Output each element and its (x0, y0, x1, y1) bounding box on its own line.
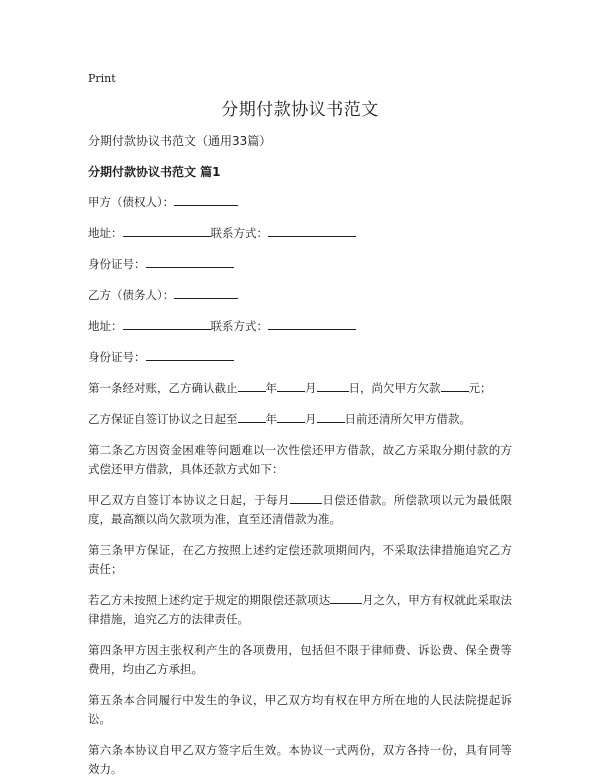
article-2: 第二条乙方因资金困难等问题难以一次性偿还甲方借款，故乙方采取分期付款的方式偿还甲方借款，具体还款方式如下： (88, 443, 512, 476)
breach-prefix: 若乙方未按照上述约定于规定的期限偿还款项达 (88, 593, 331, 607)
party-b-label: 乙方（债务人）： (88, 288, 175, 302)
id-label-b: 身份证号： (88, 350, 146, 364)
article-1-day: 日，尚欠甲方欠款 (348, 381, 441, 395)
document-title: 分期付款协议书范文 (221, 100, 379, 120)
article-1-month: 月 (305, 381, 317, 395)
address-line-b (88, 317, 512, 336)
breach-suffix: 月之久，甲方有权就此采取法律措施，追究乙方的法律责任。 (88, 593, 513, 626)
contact-blank-b (268, 317, 356, 330)
payment-suffix: 日偿还借款。所偿款项以元为最低限度，最高额以尚欠款项为准，直至还清借款为准。 (88, 493, 512, 526)
guarantee-month-blank (277, 410, 305, 423)
breach-months-blank (330, 591, 362, 604)
article-1-year-blank (238, 379, 266, 392)
article-6: 第六条本协议自甲乙双方签字后生效。本协议一式两份，双方各持一份，具有同等效力。 (88, 743, 512, 776)
section-title: 分期付款协议书范文 篇1 (88, 165, 221, 179)
id-line-a (88, 255, 512, 274)
party-a-blank (174, 193, 238, 206)
article-4: 第四条甲方因主张权利产生的各项费用，包括但不限于律师费、诉讼费、保全费等费用，均由乙方承担。 (88, 643, 512, 676)
address-label-b: 地址： (88, 319, 123, 333)
guarantee-day-blank (317, 410, 345, 423)
article-1-unit: 元； (468, 381, 492, 395)
party-b-line (88, 286, 512, 305)
article-1-day-blank (317, 379, 349, 392)
id-blank-a (146, 255, 234, 268)
article-5: 第五条本合同履行中发生的争议，甲乙双方均有权在甲方所在地的人民法院提起诉讼。 (88, 693, 512, 726)
payment-prefix: 甲乙双方自签订本协议之日起，于每月 (88, 493, 290, 507)
address-blank-a (123, 224, 211, 237)
article-3: 第三条甲方保证，在乙方按照上述约定偿还款项期间内，不采取法律措施追究乙方责任； (88, 543, 512, 576)
article-1-year: 年 (265, 381, 277, 395)
contact-label-a: 联系方式： (210, 226, 268, 240)
address-line-a (88, 224, 512, 243)
id-label-a: 身份证号： (88, 257, 146, 271)
payment-terms (88, 491, 512, 529)
guarantee-line (88, 410, 512, 429)
party-b-blank (174, 286, 238, 299)
guarantee-year-blank (238, 410, 266, 423)
address-label-a: 地址： (88, 226, 123, 240)
guarantee-month: 月 (305, 412, 317, 426)
print-label: Print (88, 72, 116, 85)
guarantee-year: 年 (265, 412, 277, 426)
address-blank-b (123, 317, 211, 330)
party-a-line (88, 193, 512, 212)
payment-day-blank (290, 491, 322, 504)
breach-clause (88, 591, 512, 629)
contact-label-b: 联系方式： (210, 319, 268, 333)
article-1-amount-blank (441, 379, 469, 392)
guarantee-prefix: 乙方保证自签订协议之日起至 (88, 412, 238, 426)
article-1-prefix: 第一条经对账，乙方确认截止 (88, 381, 238, 395)
document-subtitle: 分期付款协议书范文（通用33篇） (88, 134, 272, 148)
id-blank-b (146, 348, 234, 361)
article-1 (88, 379, 512, 398)
article-1-month-blank (277, 379, 305, 392)
contact-blank-a (268, 224, 356, 237)
id-line-b (88, 348, 512, 367)
guarantee-suffix: 日前还清所欠甲方借款。 (344, 412, 471, 426)
party-a-label: 甲方（债权人）： (88, 195, 175, 209)
